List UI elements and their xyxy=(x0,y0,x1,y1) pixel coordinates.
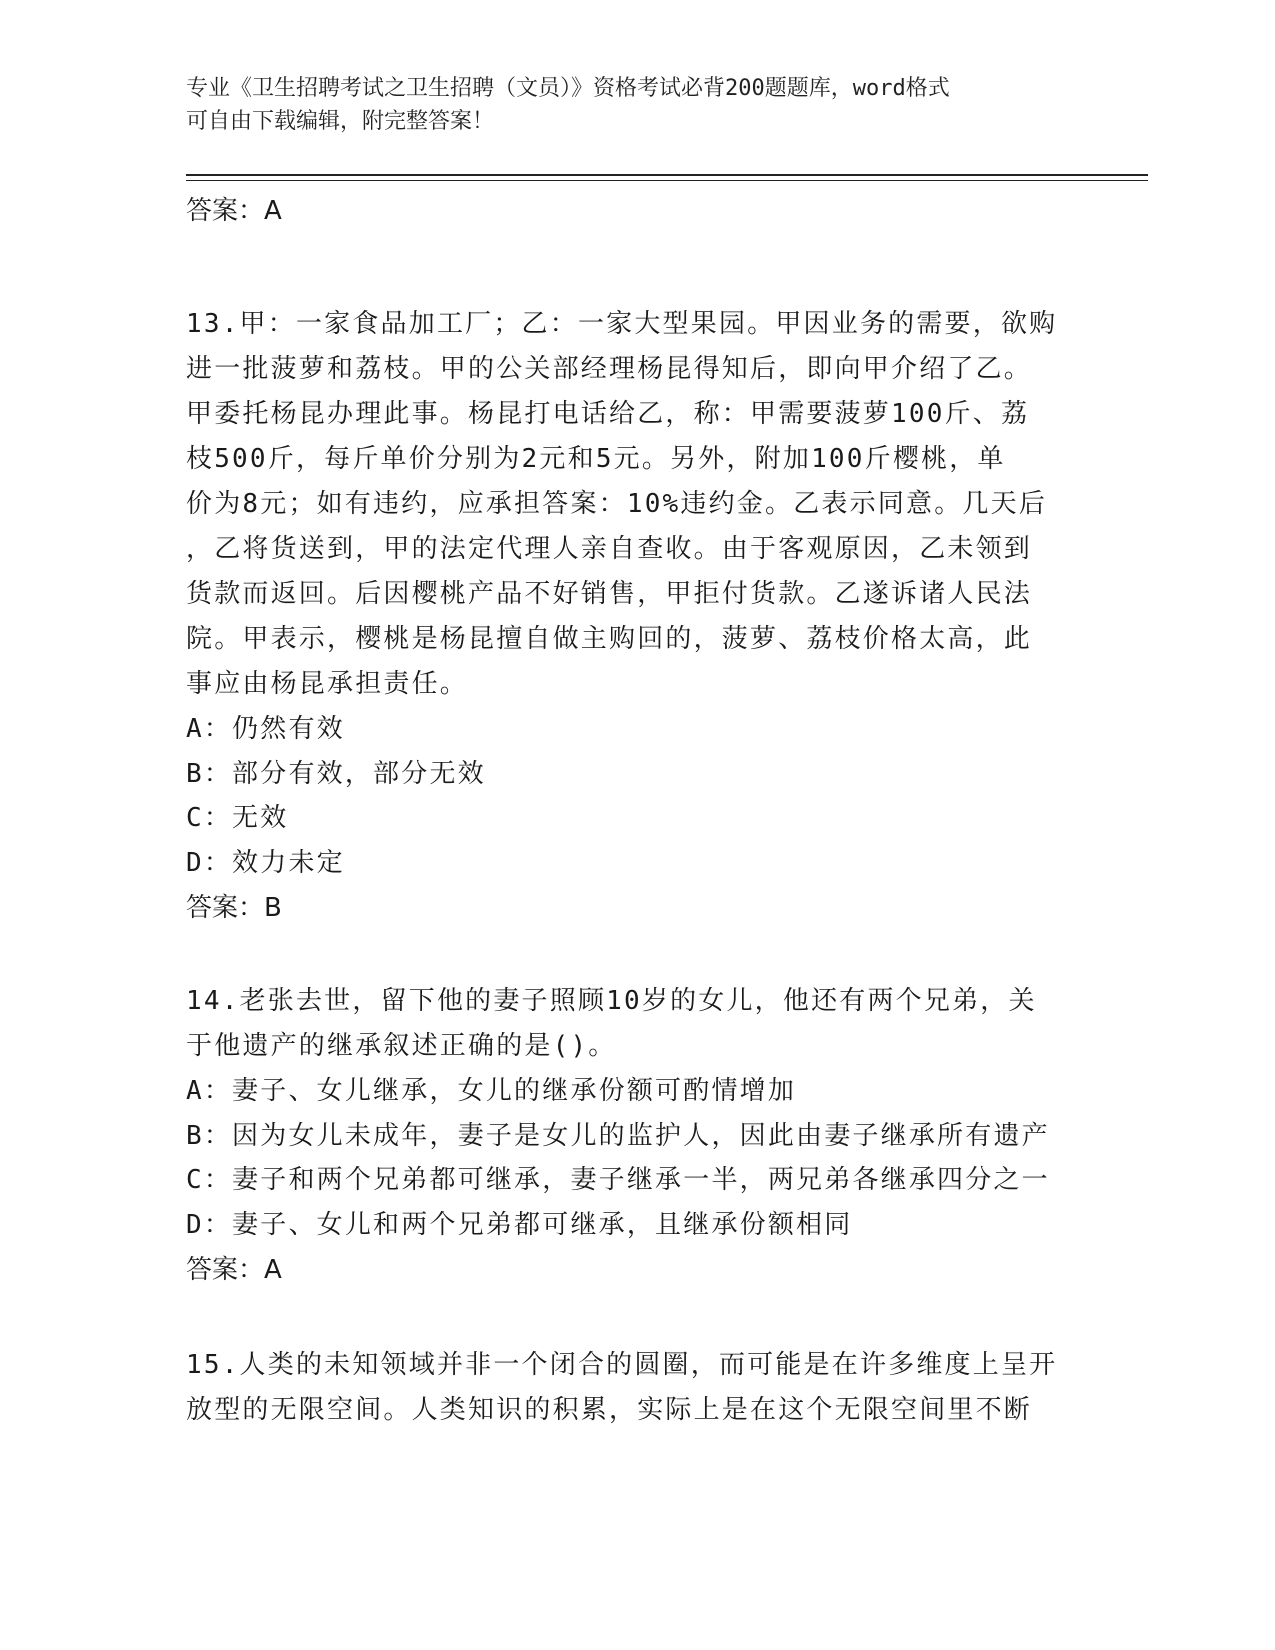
option-d: D：效力未定 xyxy=(186,847,345,878)
question-text-line: ，乙将货送到，甲的法定代理人亲自查收。由于客观原因，乙未领到 xyxy=(186,534,1033,564)
question-list xyxy=(186,188,1086,1433)
option-d: D：妻子、女儿和两个兄弟都可继承，且继承份额相同 xyxy=(186,1209,853,1240)
option-a: A：仍然有效 xyxy=(186,714,345,744)
question-13 xyxy=(186,302,1086,931)
option-c: C：妻子和两个兄弟都可继承，妻子继承一半，两兄弟各继承四分之一 xyxy=(186,1165,1050,1195)
question-text-line: 放型的无限空间。人类知识的积累，实际上是在这个无限空间里不断 xyxy=(186,1395,1033,1425)
answer-line: 答案：B xyxy=(186,893,282,923)
question-text-line: 进一批菠萝和荔枝。甲的公关部经理杨昆得知后，即向甲介绍了乙。 xyxy=(186,354,1033,384)
answer-line: 答案：A xyxy=(186,1255,282,1285)
spacer xyxy=(186,931,1086,979)
question-text-line: 价为8元；如有违约，应承担答案：10%违约金。乙表示同意。几天后 xyxy=(186,489,1048,519)
question-text-line: 13.甲：一家食品加工厂；乙：一家大型果园。甲因业务的需要，欲购 xyxy=(186,309,1058,339)
header-line: 可自由下载编辑，附完整答案！ xyxy=(186,109,495,134)
question-text-line: 15.人类的未知领域并非一个闭合的圆圈，而可能是在许多维度上呈开 xyxy=(186,1350,1058,1380)
question-text-line: 枝500斤，每斤单价分别为2元和5元。另外，附加100斤樱桃，单 xyxy=(186,444,1006,474)
option-b: B：部分有效，部分无效 xyxy=(186,758,486,789)
option-a: A：妻子、女儿继承，女儿的继承份额可酌情增加 xyxy=(186,1076,797,1106)
page-header xyxy=(186,72,1056,138)
answer-line: 答案：A xyxy=(186,196,282,226)
question-text-line: 事应由杨昆承担责任。 xyxy=(186,669,469,699)
spacer xyxy=(186,1293,1086,1343)
question-text-line: 14.老张去世，留下他的妻子照顾10岁的女儿，他还有两个兄弟，关 xyxy=(186,986,1037,1016)
option-b: B：因为女儿未成年，妻子是女儿的监护人，因此由妻子继承所有遗产 xyxy=(186,1120,1050,1151)
question-text-line: 于他遗产的继承叙述正确的是()。 xyxy=(186,1031,617,1061)
question-text-line: 院。甲表示，樱桃是杨昆擅自做主购回的，菠萝、荔枝价格太高，此 xyxy=(186,624,1033,654)
option-c: C：无效 xyxy=(186,803,289,833)
question-text-line: 甲委托杨昆办理此事。杨昆打电话给乙，称：甲需要菠萝100斤、荔 xyxy=(186,399,1030,429)
header-divider-thick xyxy=(186,174,1148,176)
header-line: 专业《卫生招聘考试之卫生招聘（文员）》资格考试必背200题题库，word格式 xyxy=(186,76,950,101)
question-text-line: 货款而返回。后因樱桃产品不好销售，甲拒付货款。乙遂诉诸人民法 xyxy=(186,579,1033,609)
header-divider-thin xyxy=(186,180,1148,181)
spacer xyxy=(186,234,1086,270)
question-14 xyxy=(186,979,1086,1293)
question-15 xyxy=(186,1343,1086,1433)
